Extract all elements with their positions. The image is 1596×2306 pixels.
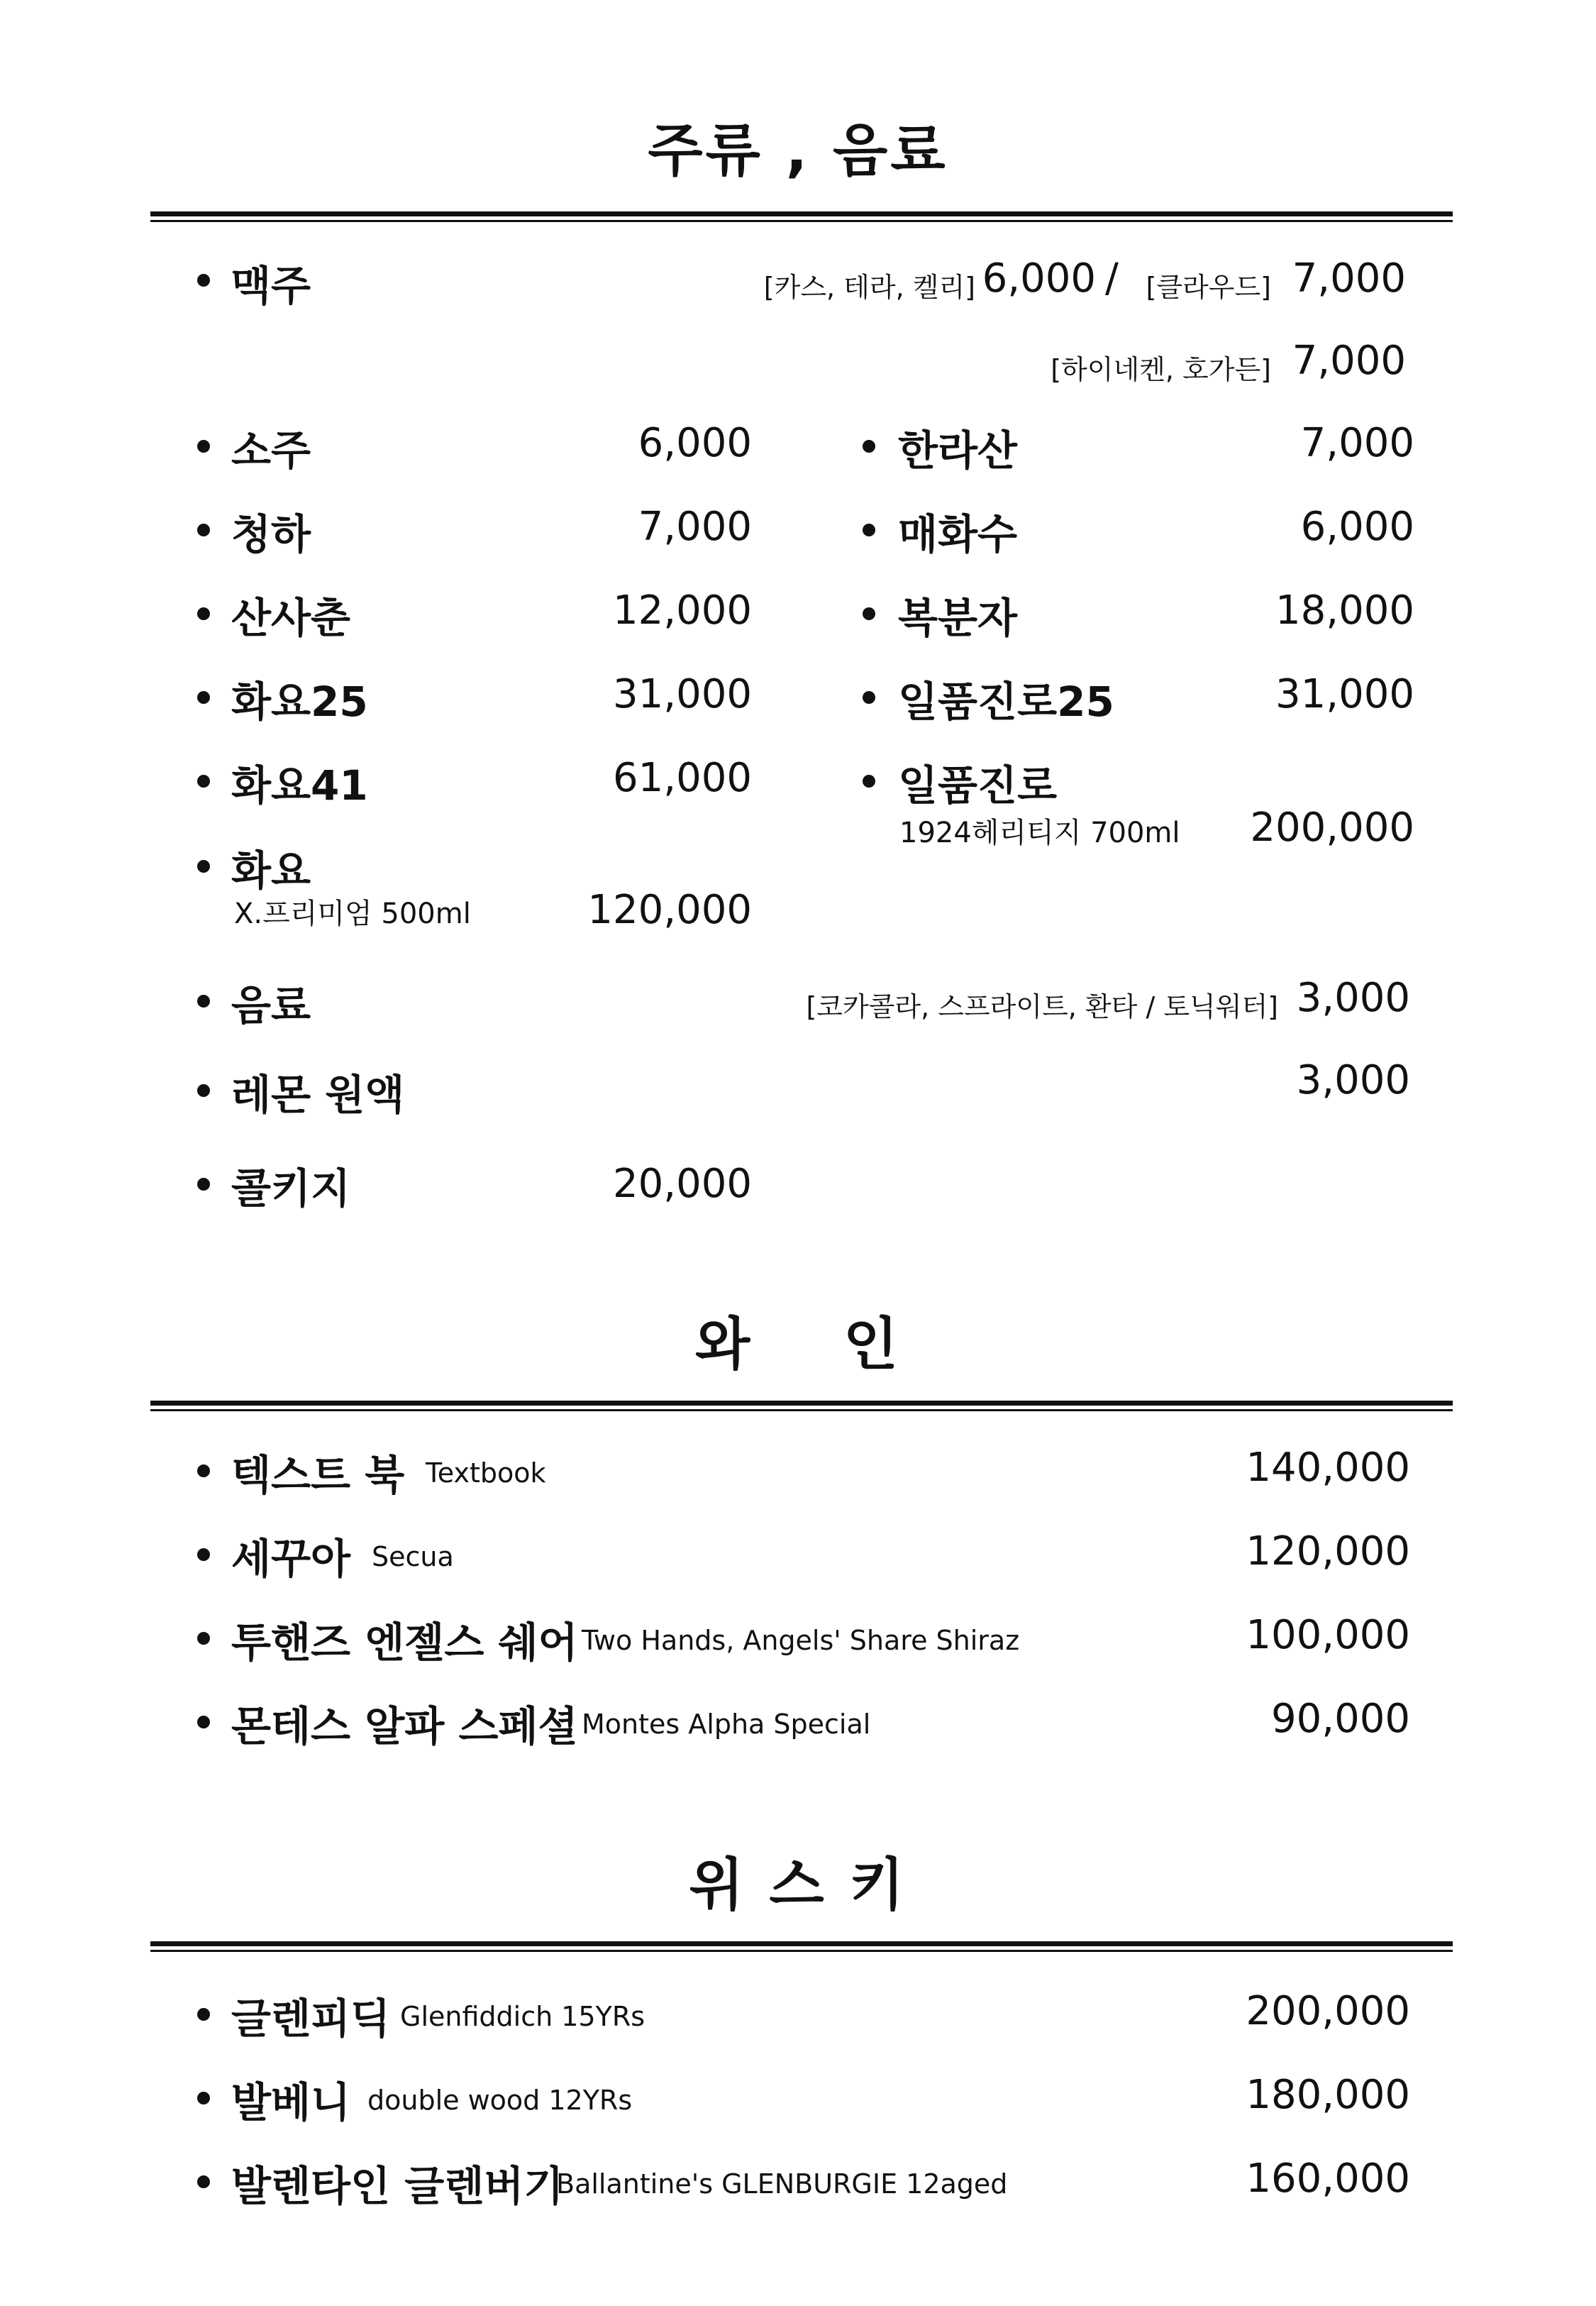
menu-item-price: 200,000	[1250, 805, 1414, 851]
bullet-icon	[197, 1716, 210, 1728]
bullet-icon	[863, 691, 875, 704]
menu-item-name: 일품진로25	[898, 678, 1114, 726]
bullet-icon	[197, 691, 210, 704]
menu-item-price: 140,000	[1246, 1445, 1410, 1491]
menu-item-price: 200,000	[1246, 1988, 1410, 2034]
menu-item-price: 12,000	[613, 587, 752, 634]
drinks-brands: [코카콜라, 스프라이트, 환타 / 토닉워터]	[806, 991, 1278, 1022]
menu-item-name: 세꾸아	[231, 1535, 351, 1583]
menu-item-english: Textbook	[426, 1457, 546, 1489]
section-title-liquor: 주류 , 음료	[648, 118, 948, 184]
menu-item-name: 화요25	[231, 678, 368, 726]
menu-item-name: 몬테스 알파 스페셜	[231, 1702, 578, 1750]
menu-item-name: 텍스트 북	[231, 1451, 405, 1499]
bullet-icon	[197, 1084, 210, 1097]
bullet-icon	[197, 2175, 210, 2188]
section-title-whisky: 위 스 키	[689, 1852, 907, 1918]
section-divider	[150, 211, 1453, 216]
menu-item-subtitle: 1924헤리티지 700ml	[899, 817, 1180, 849]
bullet-icon	[197, 274, 210, 287]
menu-item-price: 7,000	[1300, 420, 1414, 466]
bullet-icon	[197, 440, 210, 453]
menu-item-name: 산사춘	[231, 594, 351, 642]
bullet-icon	[197, 860, 210, 873]
menu-item-name: 글렌피딕	[231, 1995, 391, 2043]
bullet-icon	[197, 775, 210, 788]
bullet-icon	[197, 524, 210, 536]
menu-item-name: 발베니	[231, 2078, 351, 2126]
menu-item-price: 100,000	[1246, 1612, 1410, 1658]
menu-item-name: 콜키지	[231, 1164, 351, 1213]
bullet-icon	[863, 524, 875, 536]
beer-brands-2: [클라우드]	[1146, 272, 1271, 303]
beer-price-2: 7,000	[1292, 255, 1406, 302]
menu-item-price: 90,000	[1271, 1696, 1410, 1742]
beer-brands-3: [하이네켄, 호가든]	[1051, 354, 1271, 385]
menu-item-price: 3,000	[1296, 1057, 1410, 1103]
beer-price-1: 6,000	[982, 255, 1096, 302]
menu-item-english: Secua	[372, 1541, 454, 1572]
menu-item-name: 소주	[231, 426, 311, 475]
bullet-icon	[197, 2092, 210, 2104]
menu-item-name: 화요	[231, 846, 311, 895]
beer-price-3: 7,000	[1292, 338, 1406, 384]
bullet-icon	[197, 2008, 210, 2021]
menu-item-name: 청하	[231, 510, 311, 558]
beer-separator: /	[1105, 255, 1119, 302]
menu-item-price: 180,000	[1246, 2072, 1410, 2118]
menu-item-subtitle: X.프리미엄 500ml	[234, 898, 471, 930]
menu-item-english: Glenfiddich 15YRs	[400, 2001, 645, 2032]
menu-item-name: 복분자	[898, 594, 1018, 642]
menu-item-price: 31,000	[613, 671, 752, 717]
menu-item-price: 120,000	[1246, 1528, 1410, 1574]
menu-item-name: 매화수	[898, 510, 1018, 558]
menu-item-price: 120,000	[587, 887, 752, 933]
bullet-icon	[197, 607, 210, 620]
bullet-icon	[197, 995, 210, 1008]
menu-item-name: 맥주	[231, 262, 311, 310]
menu-item-english: double wood 12YRs	[367, 2085, 633, 2116]
menu-item-english: Two Hands, Angels' Share Shiraz	[582, 1625, 1020, 1656]
menu-item-name: 레몬 원액	[231, 1071, 405, 1119]
beer-brands-1: [카스, 테라, 켈리]	[763, 272, 975, 303]
menu-item-english: Montes Alpha Special	[582, 1709, 871, 1740]
menu-item-price: 7,000	[638, 504, 752, 550]
section-title-wine: 와 인	[695, 1311, 901, 1377]
menu-item-price: 31,000	[1275, 671, 1414, 717]
menu-item-price: 20,000	[613, 1161, 752, 1207]
section-divider	[150, 1941, 1453, 1946]
menu-item-name: 일품진로	[898, 761, 1058, 810]
menu-item-price: 3,000	[1296, 975, 1410, 1021]
menu-item-price: 160,000	[1246, 2156, 1410, 2202]
bullet-icon	[863, 440, 875, 453]
bullet-icon	[863, 607, 875, 620]
bullet-icon	[197, 1632, 210, 1645]
menu-item-english: Ballantine's GLENBURGIE 12aged	[556, 2168, 1008, 2200]
menu-item-name: 한라산	[898, 426, 1018, 475]
bullet-icon	[197, 1178, 210, 1191]
menu-item-name: 투핸즈 엔젤스 쉐어	[231, 1618, 578, 1667]
bullet-icon	[197, 1548, 210, 1561]
menu-item-price: 18,000	[1275, 587, 1414, 634]
menu-item-price: 6,000	[638, 420, 752, 466]
menu-item-price: 61,000	[613, 755, 752, 801]
menu-item-name: 화요41	[231, 761, 368, 810]
menu-item-name: 음료	[231, 981, 311, 1030]
bullet-icon	[197, 1464, 210, 1477]
section-divider	[150, 1401, 1453, 1406]
bullet-icon	[863, 775, 875, 788]
menu-item-name: 발렌타인 글렌버기	[231, 2162, 564, 2210]
menu-item-price: 6,000	[1300, 504, 1414, 550]
